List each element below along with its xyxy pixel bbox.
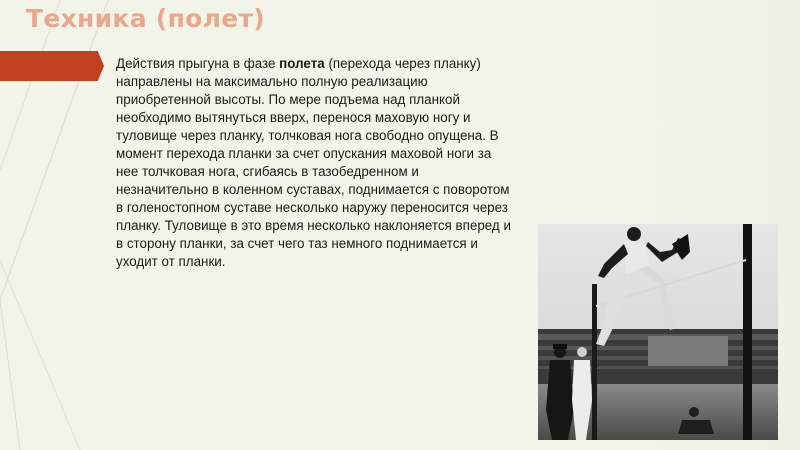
high-jump-photo	[538, 224, 778, 440]
accent-arrow-bar	[0, 51, 104, 81]
body-text-intro: Действия прыгуна в фазе	[116, 56, 280, 71]
slide-title: Техника (полет)	[26, 4, 266, 33]
body-text-emphasis: полета	[279, 56, 325, 71]
body-text-rest: (перехода через планку) направлены на максимально полную реализацию приобретенной высоты. По мере подъема над планкой необходимо вытянуться вверх, перенося маховую ногу и туловище через планку, толчковая нога свободно опущена. В момент перехода планки за счет опускания маховой ноги за нее толчковая нога, сгибаясь в тазобедренном и незначительно в коленном суставах, поднимается с поворотом в голеностопном суставе несколько наружу переносится через планку. Туловище в это время несколько наклоняется вперед и в сторону планки, за счет чего таз немного поднимается и уходит от планки.	[116, 56, 511, 269]
slide-body-text	[116, 55, 511, 271]
